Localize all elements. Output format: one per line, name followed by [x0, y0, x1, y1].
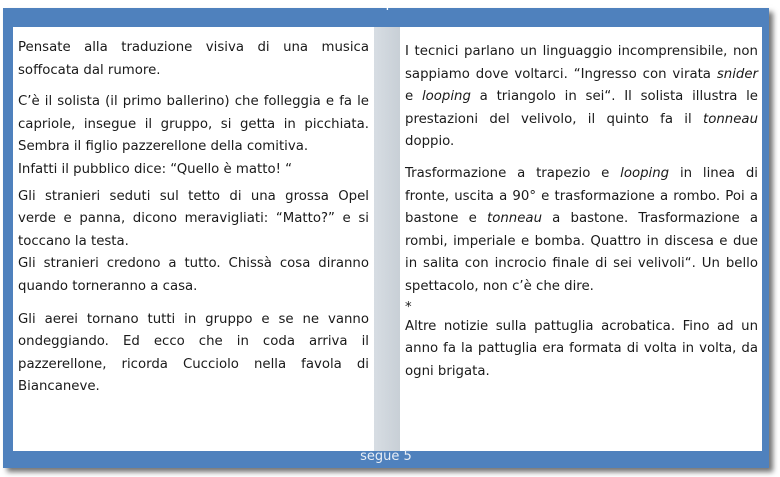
italic-term-looping: looping [620, 165, 670, 181]
italic-term-tonneau: tonneau [703, 111, 758, 127]
right-paragraph-1 [405, 41, 758, 154]
left-paragraph-3: Infatti il pubblico dice: “Quello è matto! “ [18, 161, 293, 177]
continued-footer: segue 5 [360, 449, 412, 464]
left-paragraph-1: Pensate alla traduzione visiva di una musica soffocata dal rumore. [18, 40, 369, 78]
text-run: a bastone. Trasformazione a rombi, imperiale e bomba. Quattro in discesa e due in salita con incrocio finale di sei velivoli“. Un bello spettacolo, non c’è che dire. [405, 211, 759, 294]
text-run: in linea di fronte, uscita a 90° e trasformazione a rombo. Poi a bastone e [405, 165, 758, 227]
left-column [13, 27, 374, 451]
left-paragraph-4: Gli stranieri seduti sul tetto di una grossa Opel verde e panna, dicono meravigliati: “Matto?” e si toccano la testa. [18, 188, 369, 249]
right-paragraph-3: Altre notizie sulla pattuglia acrobatica. Fino ad un anno fa la pattuglia era formata di volta in volta, da ogni brigata. [405, 318, 758, 379]
section-separator: * [405, 299, 412, 315]
text-run: e [405, 89, 422, 105]
text-run: I tecnici parlano un linguaggio incomprensibile, non sappiamo dove voltarci. “Ingresso con virata [405, 44, 758, 82]
text-run: doppio. [405, 134, 455, 150]
left-paragraph-2: C’è il solista (il primo ballerino) che folleggia e fa le capriole, insegue il gruppo, si getta in picchiata. Sembra il figlio pazzerellone della comitiva. [18, 94, 369, 155]
right-column [400, 27, 762, 451]
italic-term-tonneau: tonneau [487, 211, 542, 227]
page-number: 4 [381, 0, 391, 14]
italic-term-snider: snider [716, 66, 758, 82]
text-run: a triangolo in sei“. Il solista illustra le prestazioni del velivolo, il quinto fa il [405, 89, 758, 127]
italic-term-looping: looping [421, 89, 471, 105]
column-gutter [374, 27, 400, 451]
right-paragraph-2 [405, 163, 758, 299]
left-paragraph-5: Gli stranieri credono a tutto. Chissà cosa diranno quando torneranno a casa. [18, 256, 369, 294]
left-paragraph-6: Gli aerei tornano tutti in gruppo e se ne vanno ondeggiando. Ed ecco che in coda arriva il pazzerellone, ricorda Cucciolo nella favola di Biancaneve. [18, 311, 369, 395]
page-frame [3, 0, 769, 468]
text-run: Trasformazione a trapezio e [405, 165, 621, 181]
